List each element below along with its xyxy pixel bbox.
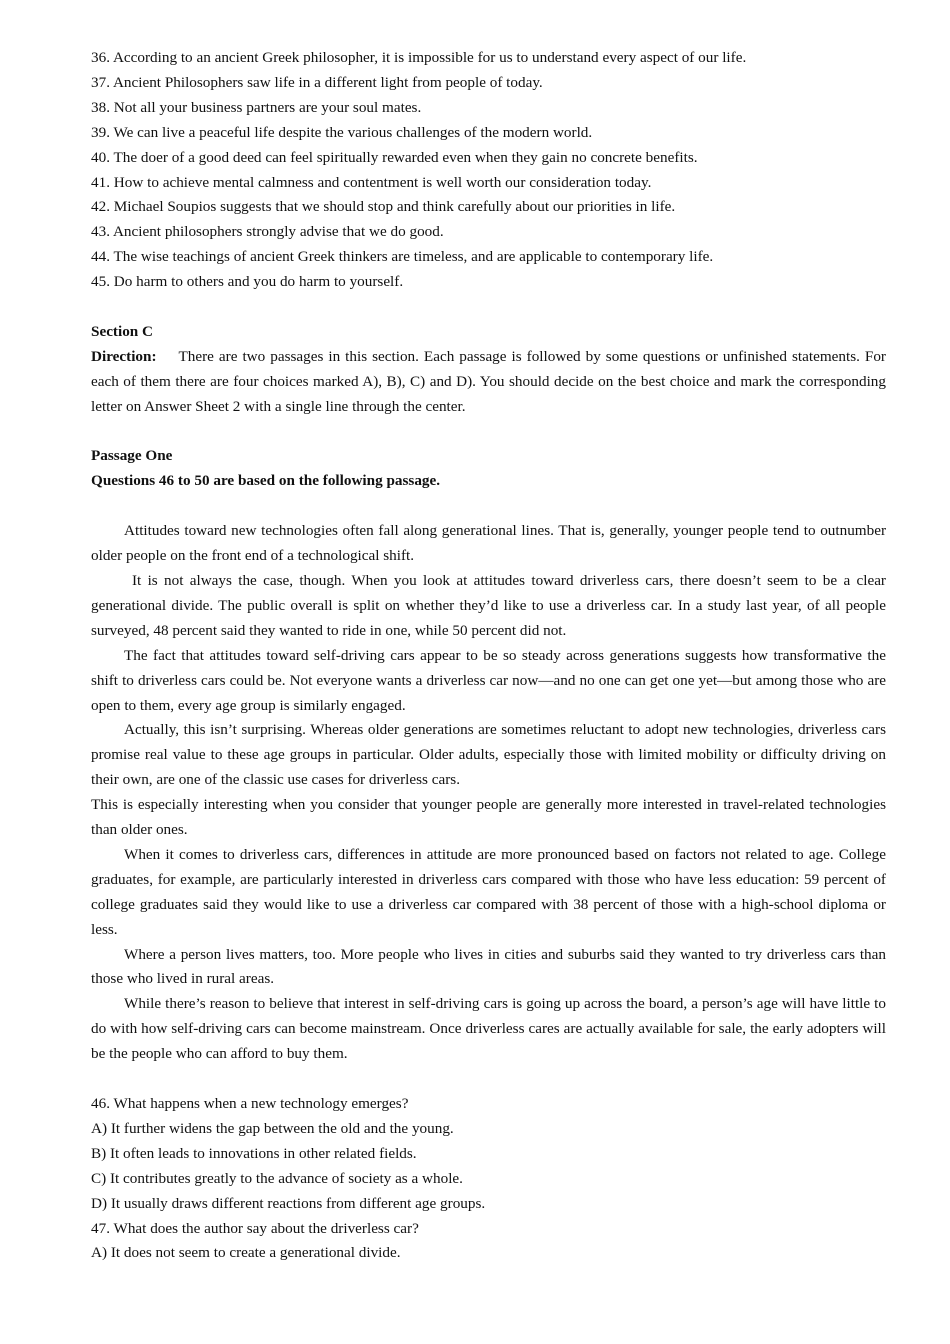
statement-list [91, 46, 886, 295]
spacer [91, 494, 886, 519]
statement-44: 44. The wise teachings of ancient Greek thinkers are timeless, and are applicable to contemporary life. [91, 248, 714, 266]
passage-title: Passage One [91, 447, 173, 465]
document-page [91, 46, 886, 1266]
passage-paragraph: Attitudes toward new technologies often fall along generational lines. That is, generally, younger people tend to outnumber older people on the front end of a technological shift. [91, 522, 886, 565]
question-list [91, 1092, 886, 1266]
direction-label: Direction: [91, 347, 157, 365]
statement-37: 37. Ancient Philosophers saw life in a different light from people of today. [91, 73, 543, 91]
question-46-option-a: A) It further widens the gap between the old and the young. [91, 1119, 454, 1137]
question-46: 46. What happens when a new technology emerges? [91, 1095, 409, 1112]
passage-body [91, 519, 886, 1067]
section-direction [91, 345, 886, 420]
passage-paragraph: The fact that attitudes toward self-driving cars appear to be so steady across generations suggests how transformative the shift to driverless cars could be. Not everyone wants a driverless car now—and no one can get one yet—but among those who are open to them, every age group is similarly engaged. [91, 646, 886, 714]
passage-paragraph: Where a person lives matters, too. More people who lives in cities and suburbs said they wanted to try driverless cars than those who lived in rural areas. [91, 945, 886, 988]
question-47-option-a: A) It does not seem to create a generational divide. [91, 1244, 401, 1262]
spacer [91, 420, 886, 445]
passage-subtitle: Questions 46 to 50 are based on the following passage. [91, 472, 441, 490]
section-title: Section C [91, 322, 154, 340]
statement-45: 45. Do harm to others and you do harm to yourself. [91, 273, 404, 291]
passage-paragraph: It is not always the case, though. When you look at attitudes toward driverless cars, there doesn’t seem to be a clear generational divide. The public overall is split on whether they’d like to use a driverless car. In a study last year, of all people surveyed, 48 percent said they wanted to ride in one, while 50 percent did not. [91, 571, 886, 639]
spacer [91, 295, 886, 320]
statement-38: 38. Not all your business partners are your soul mates. [91, 98, 422, 116]
question-46-option-d: D) It usually draws different reactions from different age groups. [91, 1194, 486, 1212]
passage-paragraph: While there’s reason to believe that interest in self-driving cars is going up across the board, a person’s age will have little to do with how self-driving cars can become mainstream. Once driverless cares are actually available for sale, the early adopters will be the people who can afford to buy them. [91, 995, 886, 1063]
question-46-option-c: C) It contributes greatly to the advance of society as a whole. [91, 1169, 463, 1187]
passage-paragraph: When it comes to driverless cars, differences in attitude are more pronounced based on factors not related to age. College graduates, for example, are particularly interested in driverless cars compared with those who have less education: 59 percent of college graduates said they would like to use a driverless car compared with 38 percent of those with a high-school diploma or less. [91, 845, 886, 938]
spacer [91, 1067, 886, 1092]
statement-40: 40. The doer of a good deed can feel spiritually rewarded even when they gain no concrete benefits. [91, 148, 698, 166]
passage-paragraph: This is especially interesting when you consider that younger people are generally more interested in travel-related technologies than older ones. [91, 796, 886, 839]
statement-42: 42. Michael Soupios suggests that we should stop and think carefully about our priorities in life. [91, 198, 676, 216]
statement-41: 41. How to achieve mental calmness and contentment is well worth our consideration today. [91, 173, 652, 191]
direction-text: There are two passages in this section. Each passage is followed by some questions or unfinished statements. For each of them there are four choices marked A), B), C) and D). You should decide on the best choice and mark the corresponding letter on Answer Sheet 2 with a single line through the center. [91, 347, 886, 415]
statement-43: 43. Ancient philosophers strongly advise that we do good. [91, 223, 444, 241]
question-47: 47. What does the author say about the driverless car? [91, 1219, 419, 1237]
statement-39: 39. We can live a peaceful life despite the various challenges of the modern world. [91, 123, 593, 141]
statement-36: 36. According to an ancient Greek philosopher, it is impossible for us to understand every aspect of our life. [91, 49, 747, 66]
question-46-option-b: B) It often leads to innovations in other related fields. [91, 1144, 417, 1162]
passage-paragraph: Actually, this isn’t surprising. Whereas older generations are sometimes reluctant to adopt new technologies, driverless cars promise real value to these age groups in particular. Older adults, especially those with limited mobility or difficulty driving on their own, are one of the classic use cases for driverless cars. [91, 721, 886, 789]
